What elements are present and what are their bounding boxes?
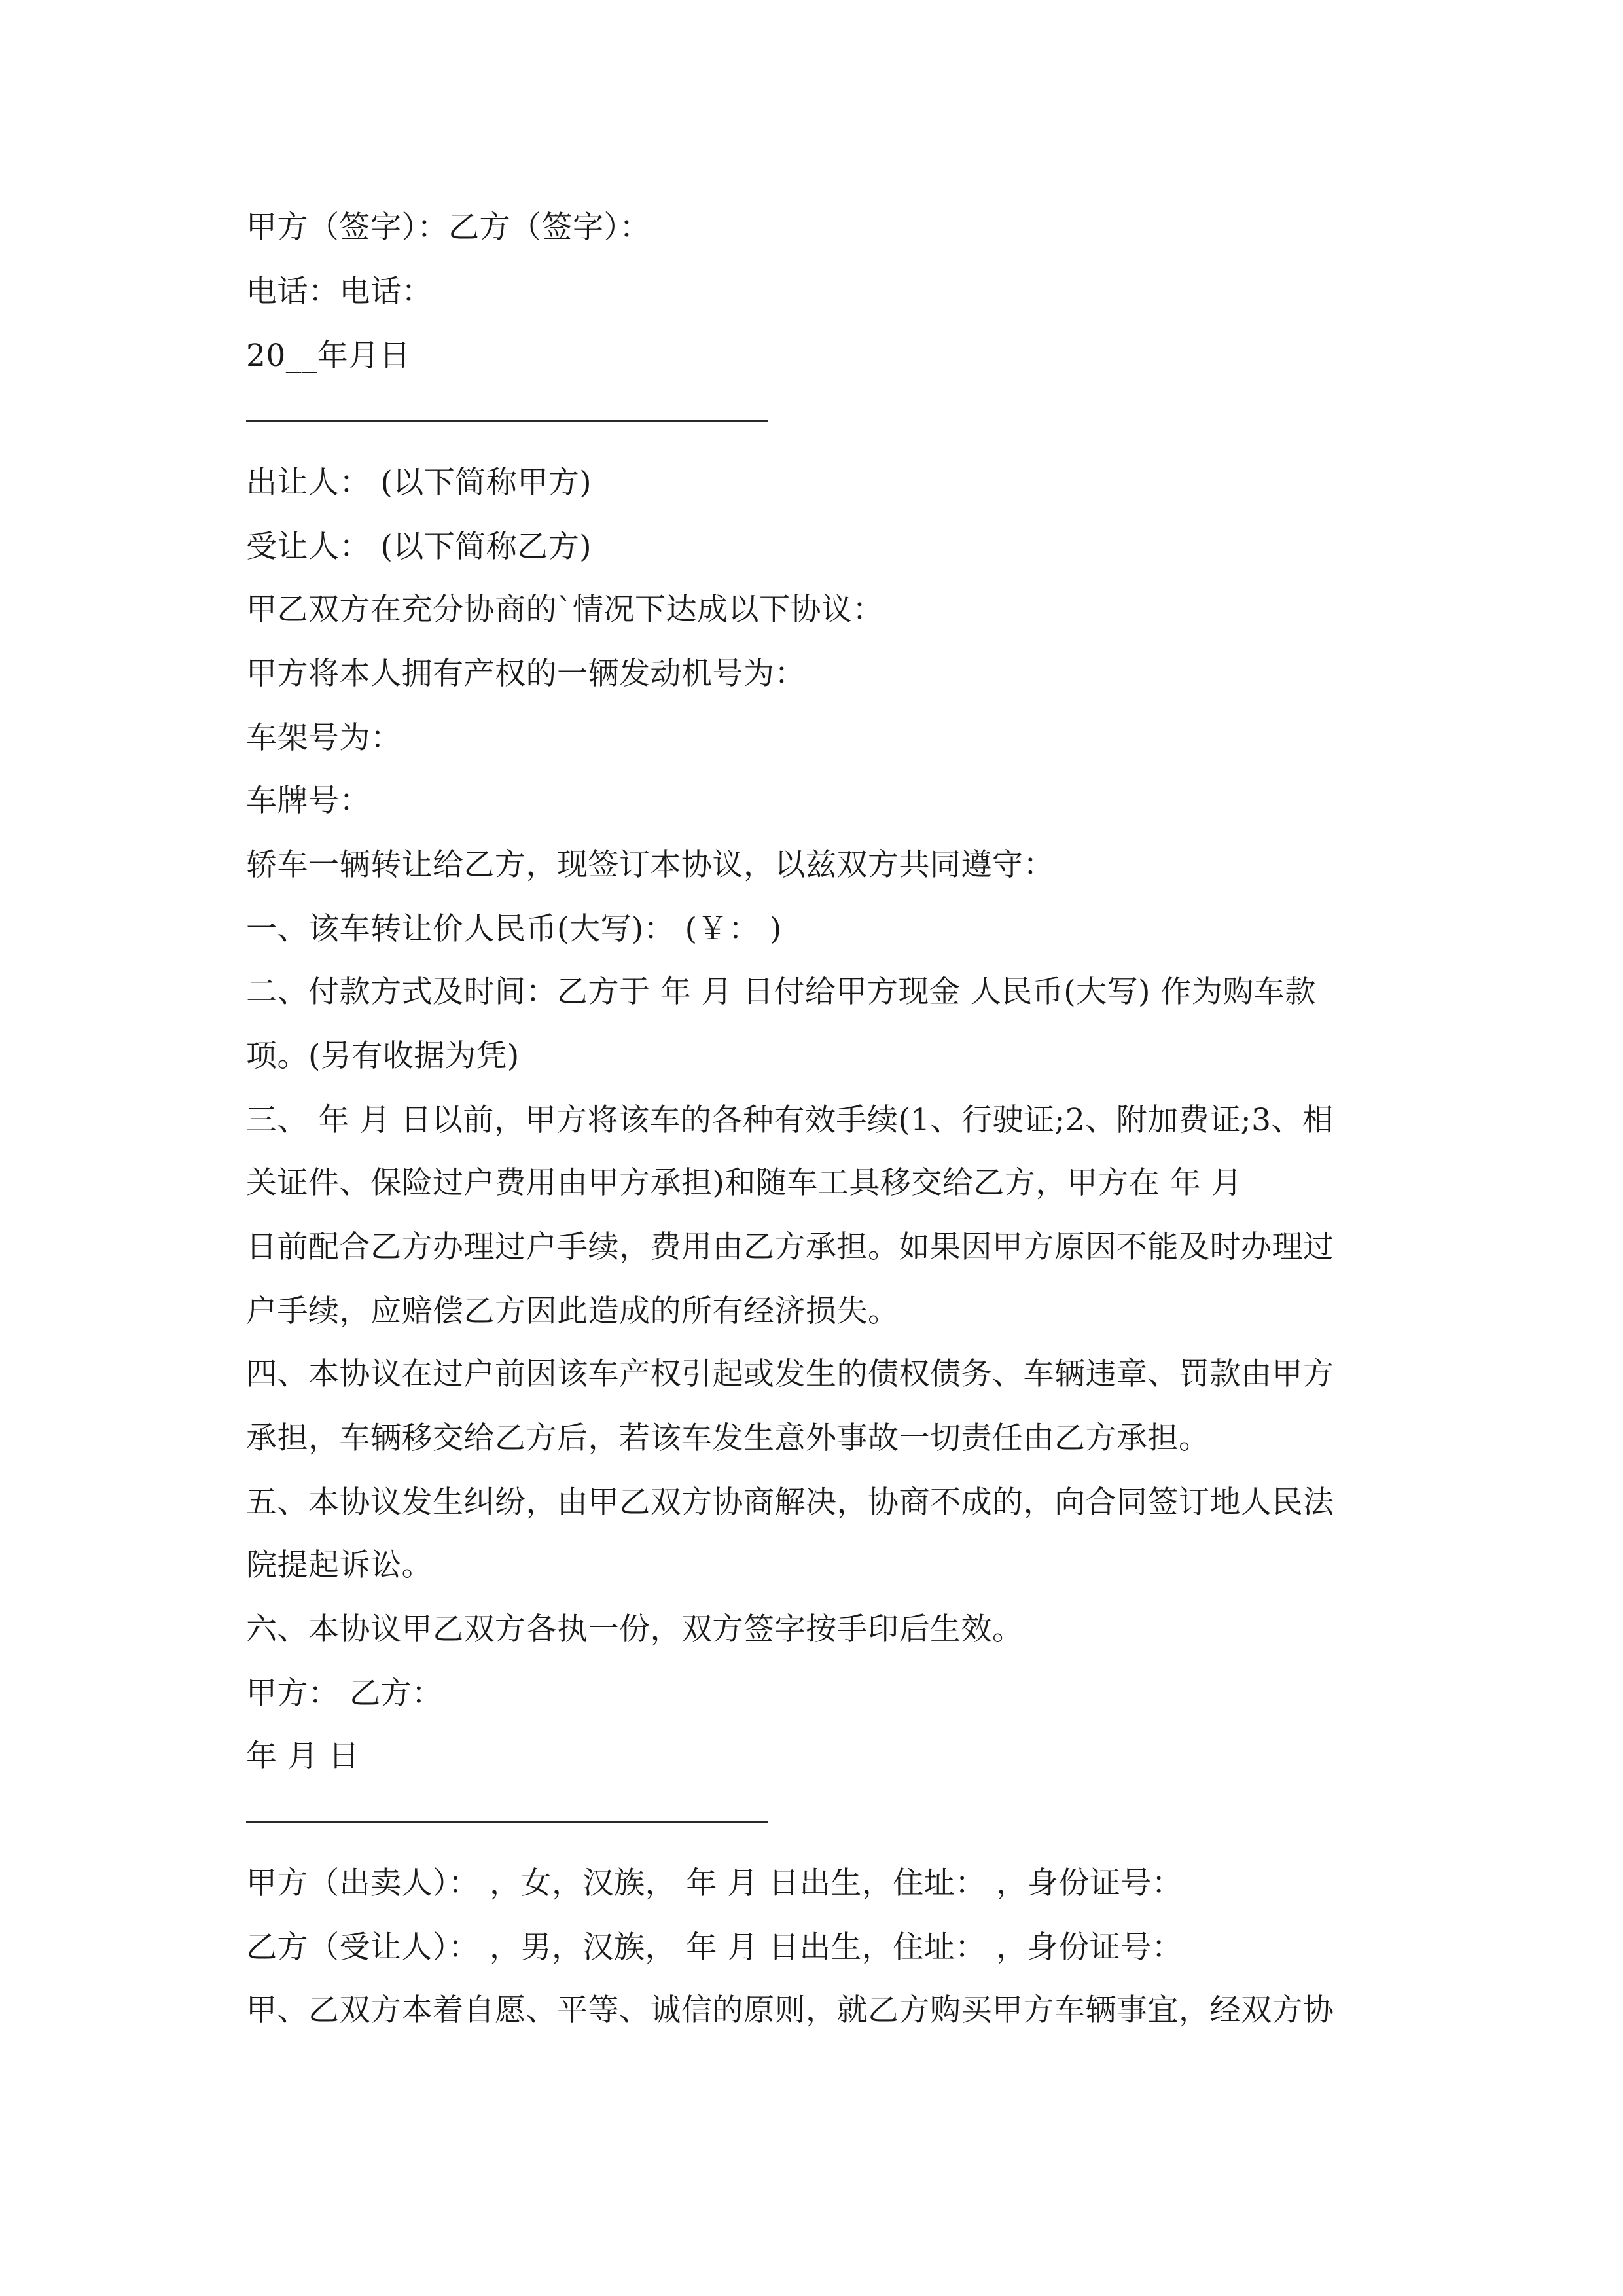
- party-signatures: 甲方： 乙方：: [246, 1676, 443, 1712]
- seller-info: 甲方（出卖人）： ，女，汉族， 年 月 日出生，住址： ，身份证号：: [246, 1865, 1183, 1901]
- section-divider: [246, 420, 768, 422]
- clause-2: 二、付款方式及时间：乙方于 年 月 日付给甲方现金 人民币(大写) 作为购车款: [246, 974, 1316, 1010]
- clause-4: 四、本协议在过户前因该车产权引起或发生的债权债务、车辆违章、罚款由甲方: [246, 1356, 1334, 1392]
- clause-6: 六、本协议甲乙双方各执一份，双方签字按手印后生效。: [246, 1611, 1024, 1647]
- plate-number-line: 车牌号：: [246, 783, 370, 819]
- engine-number-line: 甲方将本人拥有产权的一辆发动机号为：: [246, 656, 806, 692]
- signature-line: 甲方（签字）：乙方（签字）：: [246, 209, 651, 245]
- clause-5-cont: 院提起诉讼。: [246, 1547, 433, 1583]
- clause-2-cont: 项。(另有收据为凭): [246, 1038, 520, 1074]
- section-divider: [246, 1821, 768, 1823]
- clause-5: 五、本协议发生纠纷，由甲乙双方协商解决，协商不成的，向合同签订地人民法: [246, 1484, 1334, 1520]
- clause-1: 一、该车转让价人民币(大写)： (￥： ): [246, 911, 782, 947]
- transfer-statement: 轿车一辆转让给乙方，现签订本协议，以兹双方共同遵守：: [246, 847, 1054, 883]
- phone-line: 电话：电话：: [246, 274, 433, 310]
- clause-4-cont: 承担，车辆移交给乙方后，若该车发生意外事故一切责任由乙方承担。: [246, 1420, 1210, 1456]
- frame-number-line: 车架号为：: [246, 720, 402, 756]
- clause-3-cont: 户手续，应赔偿乙方因此造成的所有经济损失。: [246, 1293, 899, 1329]
- transferee-line: 受让人： (以下简称乙方): [246, 529, 592, 565]
- date-line: 20__年月日: [246, 338, 411, 374]
- clause-3-cont: 日前配合乙方办理过户手续，费用由乙方承担。如果因甲方原因不能及时办理过: [246, 1229, 1334, 1265]
- transferor-line: 出让人： (以下简称甲方): [246, 465, 592, 501]
- principles-line: 甲、乙双方本着自愿、平等、诚信的原则，就乙方购买甲方车辆事宜，经双方协: [246, 1992, 1334, 2028]
- clause-3-cont: 关证件、保险过户费用由甲方承担)和随车工具移交给乙方，甲方在 年 月: [246, 1165, 1243, 1201]
- signing-date: 年 月 日: [246, 1738, 360, 1774]
- buyer-info: 乙方（受让人）： ，男，汉族， 年 月 日出生，住址： ，身份证号：: [246, 1929, 1183, 1965]
- clause-3: 三、 年 月 日以前，甲方将该车的各种有效手续(1、行驶证;2、附加费证;3、相: [246, 1102, 1334, 1138]
- agreement-intro: 甲乙双方在充分协商的`情况下达成以下协议：: [246, 592, 883, 628]
